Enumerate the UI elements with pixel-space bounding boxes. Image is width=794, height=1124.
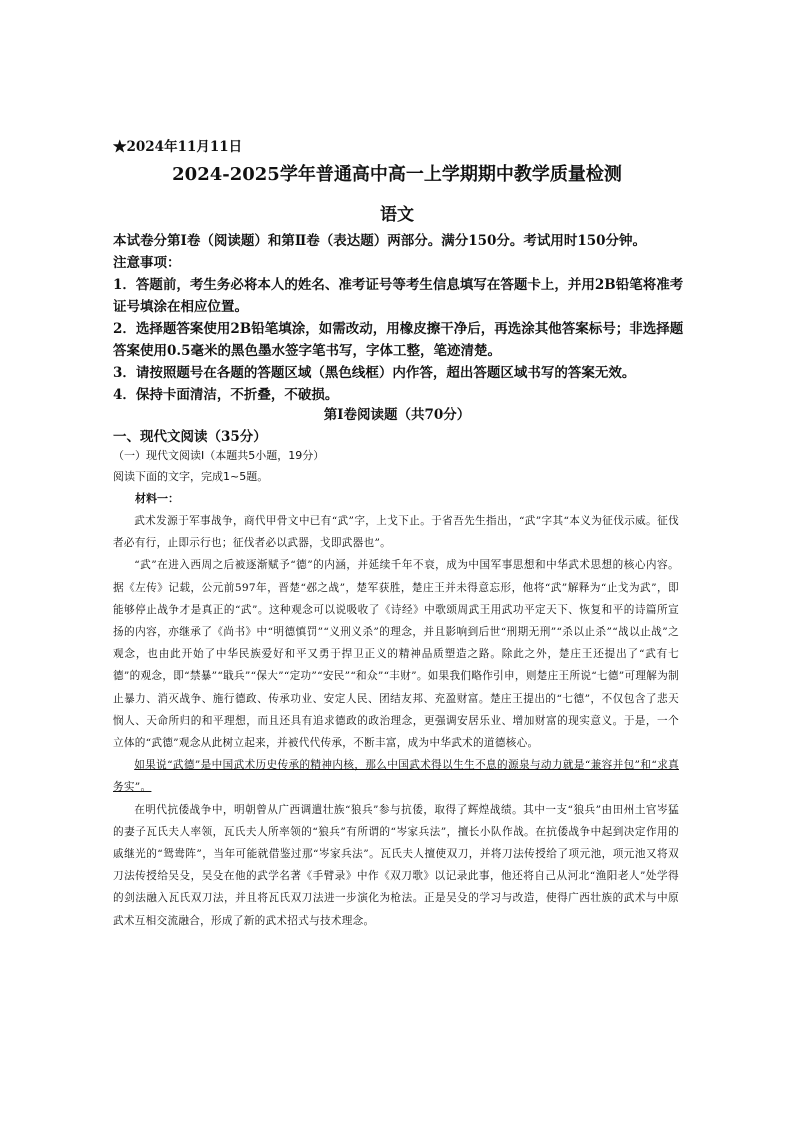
part-heading: 一、现代文阅读（35分）: [113, 429, 267, 445]
passage-paragraph: 武术发源于军事战争，商代甲骨文中已有“武”字，上戈下止。于省吾先生指出，“武”字其“本义为征伐示威。征伐者必有行，止即示行也；征伐者必以武器，戈即武器也”。: [113, 515, 679, 550]
passage-paragraph: 在明代抗倭战争中，明朝曾从广西调遣壮族“狼兵”参与抗倭，取得了辉煌战绩。其中一支“狼兵”由田州土官岑猛的妻子瓦氏夫人率领，瓦氏夫人所率领的“狼兵”有所谓的“岑家兵法”，擅长小队作战。在抗倭战争中起到决定作用的戚继光的“鸳鸯阵”，当年可能就借鉴过那“岑家兵法”。瓦氏夫人擅使双刀，并将刀法传授给了项元池，项元池又将双刀法传授给吴殳，吴殳在他的武学名著《手臂录》中作《双刀歌》以记录此事，他还将自己从河北“渔阳老人”处学得的剑法融入瓦氏双刀法，并且将瓦氏双刀法进一步演化为枪法。正是吴殳的学习与改造，使得广西壮族的武术与中原武术互相交流融合，形成了新的武术招式与技术理念。: [113, 803, 679, 927]
material-label: 材料一：: [135, 492, 179, 505]
notes-intro: 本试卷分第Ⅰ卷（阅读题）和第Ⅱ卷（表达题）两部分。满分150分。考试用时150分钟。: [113, 233, 647, 249]
notes-item: 2．选择题答案使用2B铅笔填涂，如需改动，用橡皮擦干净后，再选涂其他答案标号；非选择题答案使用0.5毫米的黑色墨水签字笔书写，字体工整，笔迹清楚。: [113, 321, 684, 359]
exam-title: 2024-2025学年普通高中高一上学期期中教学质量检测: [172, 164, 622, 185]
subject-title: 语文: [380, 205, 414, 225]
passage-paragraph: “武”在进入西周之后被逐渐赋予“德”的内涵，并延续千年不衰，成为中国军事思想和中华武术思想的核心内容。据《左传》记载，公元前597年，晋楚“邲之战”，楚军获胜，楚庄王并未得意忘形，他将“武”解释为“止戈为武”，即能够停止战争才是真正的“武”。这种观念可以说吸收了《诗经》中歌颂周武王用武功平定天下、恢复和平的诗篇所宣扬的内容，亦继承了《尚书》中“明德慎罚”“义刑义杀”的理念，并且影响到后世“刑期无刑”“杀以止杀”“战以止战”之观念，也由此开始了中华民族爱好和平又勇于捍卫正义的精神品质塑造之路。除此之外，楚庄王还提出了“武有七德”的观念，即“禁暴”“戢兵”“保大”“定功”“安民”“和众”“丰财”。如果我们略作引申，则楚庄王所说“七德”可理解为制止暴力、消灭战争、施行德政、传承功业、安定人民、团结友邦、充盈财富。楚庄王提出的“七德”，不仅包含了悲天悯人、天命所归的和平理想，而且还具有追求德政的政治理念，更强调安居乐业、增加财富的现实意义。于是，一个立体的“武德”观念从此树立起来，并被代代传承，不断丰富，成为中华武术的道德核心。: [113, 559, 679, 750]
notes-item: 4．保持卡面清洁，不折叠，不破损。: [113, 387, 339, 403]
exam-date: ★2024年11月11日: [113, 139, 243, 155]
notes-item: 3．请按照题号在各题的答题区域（黑色线框）内作答，超出答题区域书写的答案无效。: [113, 365, 636, 381]
passage-paragraph-underlined: 如果说“武德”是中国武术历史传承的精神内核，那么中国武术得以生生不息的源泉与动力就是“兼容并包”和“求真务实”。: [113, 759, 679, 794]
notes-label: 注意事项：: [113, 255, 181, 271]
section-title: 第Ⅰ卷阅读题（共70分）: [323, 407, 471, 423]
reading-passage: [113, 510, 679, 932]
exam-notes: [113, 230, 685, 406]
reading-instruction: 阅读下面的文字，完成1~5题。: [113, 470, 269, 483]
notes-item: 1．答题前，考生务必将本人的姓名、准考证号等考生信息填写在答题卡上，并用2B铅笔将准考证号填涂在相应位置。: [113, 277, 684, 315]
part-subheading: （一）现代文阅读Ⅰ（本题共5小题，19分）: [113, 449, 325, 462]
